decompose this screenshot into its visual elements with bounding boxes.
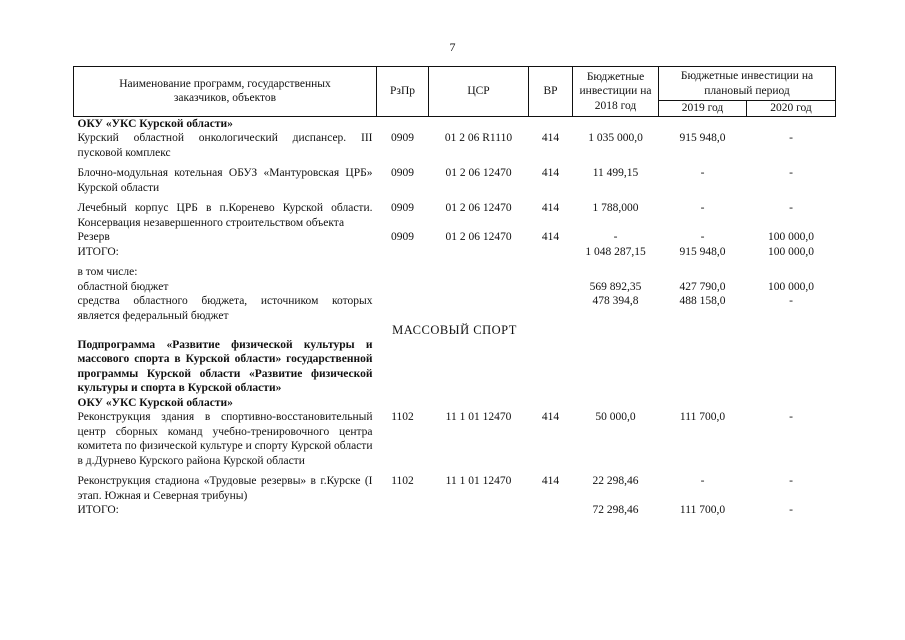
header-2020: 2020 год — [747, 101, 836, 117]
cell-vr — [529, 245, 573, 260]
cell-2020: 100 000,0 — [768, 231, 814, 243]
header-rzpr: РзПр — [377, 67, 429, 117]
table-row — [74, 294, 836, 323]
cell-2020: - — [789, 132, 793, 144]
cell-name: в том числе: — [77, 266, 138, 278]
cell-2018 — [573, 116, 659, 131]
table-row — [74, 131, 836, 160]
cell-vr — [529, 396, 573, 411]
cell-2019 — [659, 259, 747, 280]
cell-csr — [429, 338, 529, 396]
cell-name: ОКУ «УКС Курской области» — [77, 396, 233, 409]
cell-2018: 72 298,46 — [592, 504, 639, 516]
cell-2019: 427 790,0 — [679, 280, 726, 293]
cell-csr — [429, 259, 529, 280]
cell-2018: 569 892,35 — [589, 280, 642, 293]
cell-2018: 1 048 287,15 — [585, 245, 646, 258]
cell-2020: - — [789, 504, 793, 516]
cell-name: Блочно-модульная котельная ОБУЗ «Мантуровская ЦРБ» Курской области — [77, 167, 373, 194]
cell-csr — [429, 116, 529, 131]
cell-csr — [429, 280, 529, 295]
cell-2020: - — [789, 167, 793, 179]
cell-name: Курский областной онкологический диспансер. III пусковой комплекс — [77, 132, 373, 159]
section-heading-body — [74, 323, 836, 338]
cell-csr — [429, 503, 529, 518]
cell-2018 — [573, 338, 659, 396]
table-body-sport — [74, 338, 836, 518]
table-row — [74, 116, 836, 131]
cell-vr — [529, 294, 573, 323]
cell-csr — [429, 245, 529, 260]
header-2019: 2019 год — [659, 101, 747, 117]
header-planned-period: Бюджетные инвестиции на плановый период — [659, 67, 836, 101]
cell-2019: 915 948,0 — [679, 245, 726, 258]
table-header — [74, 67, 836, 117]
cell-2020 — [747, 116, 836, 131]
cell-2019: - — [700, 167, 705, 179]
cell-vr — [529, 503, 573, 518]
cell-name: Реконструкция стадиона «Трудовые резервы» в г.Курске (I этап. Южная и Северная трибуны) — [77, 475, 373, 502]
cell-2020: - — [789, 295, 793, 307]
cell-2018: 1 035 000,0 — [588, 132, 643, 144]
table-row — [74, 160, 836, 195]
cell-rzpr: 1102 — [391, 475, 414, 487]
cell-csr: 11 1 01 12470 — [445, 475, 512, 487]
cell-vr: 414 — [541, 202, 560, 214]
cell-vr: 414 — [541, 132, 560, 144]
cell-rzpr: 0909 — [391, 167, 414, 179]
cell-rzpr — [377, 338, 429, 396]
cell-rzpr: 0909 — [391, 202, 414, 214]
cell-vr — [529, 338, 573, 396]
cell-2019: 915 948,0 — [679, 132, 726, 144]
cell-2019 — [659, 338, 747, 396]
cell-csr: 11 1 01 12470 — [445, 411, 512, 423]
cell-csr — [429, 396, 529, 411]
cell-csr: 01 2 06 R1110 — [444, 132, 513, 144]
cell-2020 — [747, 259, 836, 280]
cell-2019 — [659, 396, 747, 411]
table-row — [74, 230, 836, 245]
header-vr: ВР — [529, 67, 573, 117]
cell-2020: 100 000,0 — [768, 245, 814, 258]
cell-csr — [429, 294, 529, 323]
cell-name: ОКУ «УКС Курской области» — [77, 117, 233, 130]
cell-vr — [529, 116, 573, 131]
cell-rzpr — [377, 396, 429, 411]
cell-vr: 414 — [541, 167, 560, 179]
cell-2018: 50 000,0 — [595, 411, 636, 423]
cell-2020: 100 000,0 — [768, 280, 814, 293]
cell-2019: 111 700,0 — [679, 504, 726, 516]
table-row — [74, 503, 836, 518]
cell-rzpr — [377, 259, 429, 280]
table-row — [74, 468, 836, 503]
cell-2020: - — [789, 411, 793, 423]
cell-vr: 414 — [541, 411, 560, 423]
table-row — [74, 396, 836, 411]
cell-rzpr — [377, 245, 429, 260]
cell-vr — [529, 259, 573, 280]
cell-2020 — [747, 396, 836, 411]
cell-2019: - — [700, 231, 705, 243]
table-row — [74, 280, 836, 295]
header-name: Наименование программ, государственных заказчиков, объектов — [74, 67, 377, 117]
cell-rzpr: 0909 — [391, 132, 414, 144]
cell-name: Резерв — [77, 231, 110, 243]
header-csr: ЦСР — [429, 67, 529, 117]
budget-table — [73, 66, 836, 518]
cell-2019: 488 158,0 — [679, 295, 726, 307]
cell-2018: 22 298,46 — [592, 475, 639, 487]
cell-name: Лечебный корпус ЦРБ в п.Коренево Курской области. Консервация незавершенного строительством объекта — [77, 202, 373, 229]
cell-rzpr: 0909 — [391, 231, 414, 243]
cell-name: ИТОГО: — [77, 245, 119, 258]
cell-2018 — [573, 259, 659, 280]
table-row — [74, 195, 836, 230]
table-row — [74, 410, 836, 468]
cell-vr — [529, 280, 573, 295]
cell-2018 — [573, 396, 659, 411]
cell-2018: 11 499,15 — [592, 167, 639, 179]
cell-2019: - — [700, 202, 705, 214]
cell-2020: - — [789, 475, 793, 487]
cell-name: средства областного бюджета, источником которых является федеральный бюджет — [77, 295, 373, 322]
cell-2018: - — [613, 231, 618, 243]
cell-vr: 414 — [541, 231, 560, 243]
cell-csr: 01 2 06 12470 — [445, 202, 512, 214]
cell-rzpr — [377, 116, 429, 131]
cell-name: ИТОГО: — [77, 504, 119, 516]
cell-2019 — [659, 116, 747, 131]
cell-2018: 1 788,000 — [592, 202, 639, 214]
cell-2020: - — [789, 202, 793, 214]
section-title: МАССОВЫЙ СПОРТ — [392, 323, 517, 337]
cell-name: областной бюджет — [77, 280, 169, 293]
page-number: 7 — [449, 40, 456, 54]
table-row — [74, 259, 836, 280]
table-row — [74, 245, 836, 260]
cell-rzpr — [377, 280, 429, 295]
cell-csr: 01 2 06 12470 — [445, 231, 512, 243]
cell-2019: - — [700, 475, 705, 487]
cell-2019: 111 700,0 — [679, 411, 726, 423]
cell-csr: 01 2 06 12470 — [445, 167, 512, 179]
cell-rzpr: 1102 — [391, 411, 414, 423]
table-row — [74, 338, 836, 396]
cell-vr: 414 — [541, 475, 560, 487]
cell-name: Подпрограмма «Развитие физической культуры и массового спорта в Курской области» государственной программы Курской области «Развитие физической культуры и спорта в Курской области» — [77, 338, 373, 394]
table-body-healthcare — [74, 116, 836, 323]
cell-name: Реконструкция здания в спортивно-восстановительный центр сборных команд учебно-тренировочного центра комитета по физической культуре и спорту Курской области в д.Дурнево Курского района Курской области — [77, 411, 373, 467]
header-budget-2018: Бюджетные инвестиции на 2018 год — [573, 67, 659, 117]
cell-2020 — [747, 338, 836, 396]
cell-rzpr — [377, 503, 429, 518]
cell-rzpr — [377, 294, 429, 323]
cell-2018: 478 394,8 — [592, 295, 639, 307]
